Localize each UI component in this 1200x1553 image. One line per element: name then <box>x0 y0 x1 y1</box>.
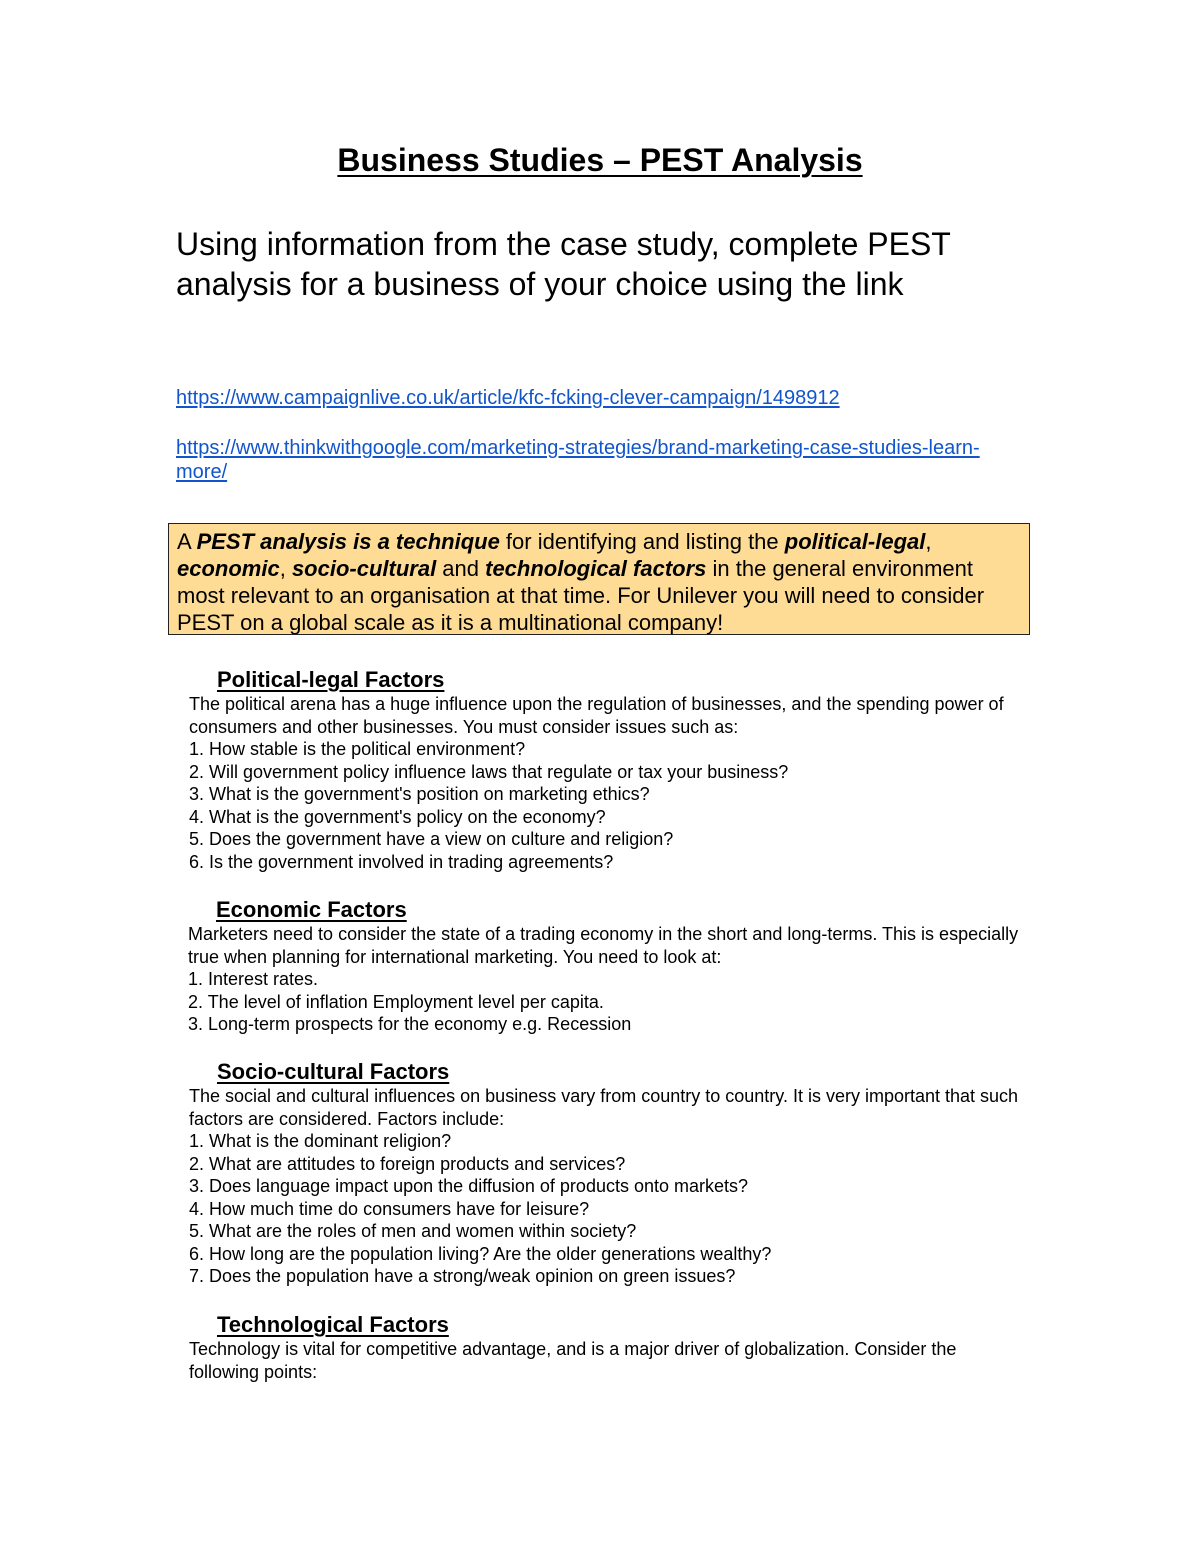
list-item: 5. Does the government have a view on culture and religion? <box>189 829 674 849</box>
section-intro: Technology is vital for competitive advantage, and is a major driver of globalization. Consider the following points: <box>189 1339 957 1382</box>
callout-separator: and <box>436 556 486 581</box>
list-item: 3. Does language impact upon the diffusion of products onto markets? <box>189 1176 749 1196</box>
campaignlive-link[interactable]: https://www.campaignlive.co.uk/article/kfc-fcking-clever-campaign/1498912 <box>176 387 840 409</box>
list-item: 2. The level of inflation Employment level per capita. <box>188 991 604 1012</box>
callout-social-term: socio-cultural <box>291 556 437 581</box>
question-list <box>189 738 1029 873</box>
list-item: 3. Long-term prospects for the economy e.g. Recession <box>188 1014 632 1034</box>
section-intro: Marketers need to consider the state of a trading economy in the short and long-terms. This is especially true when planning for international marketing. You need to look at: <box>188 924 1019 967</box>
thinkwithgoogle-link[interactable]: https://www.thinkwithgoogle.com/marketing-strategies/brand-marketing-case-studies-learn-more/ <box>176 437 980 483</box>
section-intro: The political arena has a huge influence upon the regulation of businesses, and the spending power of consumers and other businesses. You must consider issues such as: <box>189 694 1004 737</box>
callout-text-1: for identifying and listing the <box>499 529 785 554</box>
list-item: 2. What are attitudes to foreign products and services? <box>189 1153 626 1174</box>
technological-section <box>189 1312 1029 1383</box>
callout-economic-term: economic <box>177 556 280 581</box>
callout-technique-phrase: PEST analysis is a technique <box>196 529 500 554</box>
list-item: 4. What is the government's policy on the economy? <box>189 806 606 827</box>
section-intro: The social and cultural influences on business vary from country to country. It is very important that such factors are considered. Factors include: <box>189 1086 1019 1129</box>
economic-section <box>188 897 1028 1036</box>
page-title: Business Studies – PEST Analysis <box>337 142 863 178</box>
section-heading: Political-legal Factors <box>217 667 445 692</box>
list-item: 1. How stable is the political environment? <box>189 739 526 759</box>
list-item: 4. How much time do consumers have for leisure? <box>189 1198 590 1219</box>
question-list <box>188 968 1028 1036</box>
instructions-text: Using information from the case study, complete PEST analysis for a business of your choice using the link <box>176 226 951 302</box>
callout-lead: A <box>177 529 197 554</box>
list-item: 5. What are the roles of men and women within society? <box>189 1221 637 1241</box>
list-item: 3. What is the government's position on marketing ethics? <box>189 784 650 804</box>
list-item: 6. How long are the population living? Are the older generations wealthy? <box>189 1243 772 1264</box>
list-item: 7. Does the population have a strong/weak opinion on green issues? <box>189 1266 736 1286</box>
callout-separator: , <box>925 529 932 554</box>
callout-separator: , <box>279 556 292 581</box>
section-heading: Socio-cultural Factors <box>217 1059 450 1084</box>
list-item: 6. Is the government involved in trading agreements? <box>189 851 614 872</box>
callout-political-term: political-legal <box>784 529 926 554</box>
political-section <box>189 667 1029 873</box>
question-list <box>189 1130 1029 1288</box>
list-item: 2. Will government policy influence laws that regulate or tax your business? <box>189 761 789 782</box>
callout-tech-term: technological factors <box>485 556 707 581</box>
socio-cultural-section <box>189 1059 1029 1288</box>
list-item: 1. Interest rates. <box>188 969 319 989</box>
callout-text-2: in the general environment most relevant to an organisation at that time. For Unilever you will need to consider PEST on a global scale as it is a multinational company! <box>177 556 985 635</box>
section-heading: Economic Factors <box>216 897 407 922</box>
section-heading: Technological Factors <box>217 1312 449 1337</box>
list-item: 1. What is the dominant religion? <box>189 1131 452 1151</box>
pest-definition-box <box>168 523 1030 635</box>
